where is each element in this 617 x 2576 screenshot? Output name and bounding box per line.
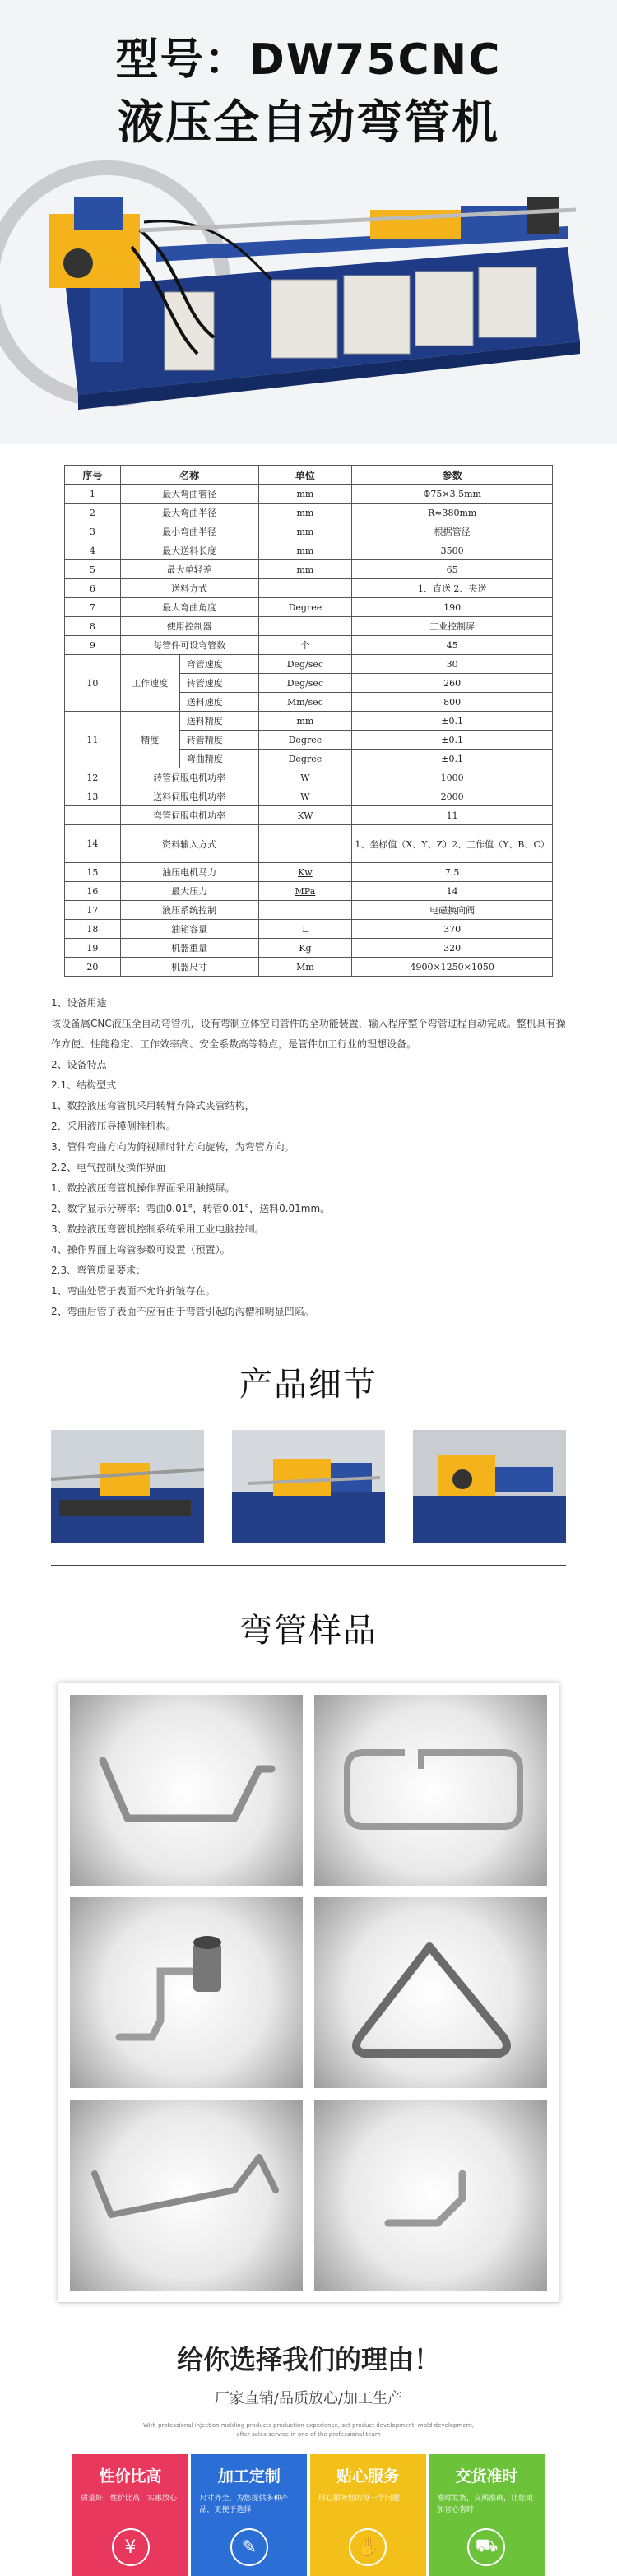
table-row: 6 送料方式 1、直送 2、夹送: [65, 579, 553, 598]
col-value: 参数: [352, 466, 553, 485]
sample-photo: [314, 2100, 547, 2291]
model-title: 型号：DW75CNC: [115, 35, 502, 85]
table-row: 20 机器尺寸 Mm 4900×1250×1050: [65, 958, 553, 977]
spec-section: [0, 453, 617, 977]
reasons-title: 给你选择我们的理由！: [176, 2344, 440, 2375]
truck-icon: ⛟: [467, 2528, 505, 2566]
table-row: 16 最大压力 MPa 14: [65, 882, 553, 901]
details-title: 产品细节: [239, 1366, 378, 1404]
table-row: 10 工作速度 弯管速度 Deg/sec 30: [65, 655, 553, 674]
sample-photo: [70, 1897, 303, 2088]
samples-gallery: [58, 1683, 559, 2303]
table-row: 17 液压系统控制 电磁换向阀: [65, 901, 553, 920]
col-unit: 单位: [258, 466, 352, 485]
table-row: 12 转管伺服电机功率 W 1000: [65, 768, 553, 787]
sample-photo: [70, 2100, 303, 2291]
detail-photo: [51, 1430, 204, 1543]
table-row: 9 每管件可设弯管数 个 45: [65, 636, 553, 655]
table-row: 弯曲精度 Degree ±0.1: [65, 750, 553, 768]
table-row: 8 使用控制器 工业控制屏: [65, 617, 553, 636]
detail-photo: [413, 1430, 566, 1543]
table-row: 1 最大弯曲管径 mm Φ75×3.5mm: [65, 485, 553, 504]
desc-line: 3、数控液压弯管机控制系统采用工业电脑控制。: [51, 1223, 265, 1235]
desc-line: 2、设备特点: [51, 1059, 107, 1070]
desc-line: 4、操作界面上弯管参数可设置（预置）。: [51, 1244, 230, 1256]
reason-card-custom: 加工定制 尺寸齐全，为您提供多种产品，更便于选择 ✎: [191, 2454, 307, 2576]
table-row: 转管速度 Deg/sec 260: [65, 674, 553, 693]
machine-name-title: 液压全自动弯管机: [118, 96, 499, 150]
desc-line: 1、数控液压弯管机采用转臂弃降式夹管结构，: [51, 1100, 255, 1112]
spec-table: [64, 465, 553, 977]
reasons-english: With professional injection molding products production experience, set product development, mold development, after-sales service in one of the professional team: [142, 2422, 475, 2438]
desc-line: 1、数控液压弯管机操作界面采用触摸屏。: [51, 1182, 235, 1194]
table-row: 14 资料输入方式 1、坐标值（X、Y、Z）2、工作值（Y、B、C）: [65, 825, 553, 863]
detail-photo: [232, 1430, 385, 1543]
desc-line: 2.3、弯管质量要求：: [51, 1265, 146, 1276]
table-row: 18 油箱容量 L 370: [65, 920, 553, 939]
pencil-ruler-icon: ✎: [230, 2528, 268, 2566]
table-row: 2 最大弯曲半径 mm R≈380mm: [65, 504, 553, 522]
desc-line: 2.1、结构型式: [51, 1079, 117, 1091]
reason-card-value: 性价比高 质量好，性价比高，实惠放心 ¥: [72, 2454, 188, 2576]
reasons-subtitle: 厂家直销/品质放心/加工生产: [214, 2390, 403, 2407]
desc-line: 1、弯曲处管子表面不允许折皱存在。: [51, 1285, 216, 1297]
table-row: 15 油压电机马力 Kw 7.5: [65, 863, 553, 882]
table-row: 送料速度 Mm/sec 800: [65, 693, 553, 712]
table-row: 19 机器重量 Kg 320: [65, 939, 553, 958]
table-row: 转管精度 Degree ±0.1: [65, 731, 553, 750]
desc-line: 该设备属CNC液压全自动弯管机，设有弯制立体空间管件的全功能装置，输入程序整个弯管过程自动完成。整机具有操作方便、性能稳定、工作效率高、安全系数高等特点，是管件加工行业的理想设备。: [51, 1018, 566, 1050]
desc-line: 2、采用液压导模侧推机构。: [51, 1121, 176, 1132]
description-section: [0, 977, 617, 1322]
table-row: 弯管伺服电机功率 KW 11: [65, 806, 553, 825]
desc-line: 2.2、电气控制及操作界面: [51, 1162, 166, 1173]
reason-card-delivery: 交货准时 准时发货，交期准确，让您更加省心省时 ⛟: [429, 2454, 545, 2576]
table-row: 3 最小弯曲半径 mm 根据管径: [65, 522, 553, 541]
col-name: 名称: [120, 466, 258, 485]
sample-photo: [314, 1695, 547, 1886]
table-row: 7 最大弯曲角度 Degree 190: [65, 598, 553, 617]
reason-card-service: 贴心服务 用心服务您的每一个问题 ✋: [310, 2454, 426, 2576]
section-divider: [51, 1565, 566, 1566]
hero-banner: [0, 0, 617, 444]
table-row: 5 最大单轻差 mm 65: [65, 560, 553, 579]
yen-icon: ¥: [112, 2528, 150, 2566]
col-no: 序号: [65, 466, 121, 485]
desc-line: 2、弯曲后管子表面不应有由于弯管引起的沟槽和明显凹陷。: [51, 1306, 314, 1317]
table-row: 11 精度 送料精度 mm ±0.1: [65, 712, 553, 731]
samples-title: 弯管样品: [239, 1612, 378, 1650]
table-row: 13 送料伺服电机功率 W 2000: [65, 787, 553, 806]
reason-cards: [0, 2454, 617, 2576]
machine-photo: [0, 148, 617, 428]
sample-photo: [314, 1897, 547, 2088]
desc-line: 2、数字显示分辨率：弯曲0.01°，转管0.01°，送料0.01mm。: [51, 1203, 331, 1214]
handshake-icon: ✋: [349, 2528, 387, 2566]
spec-header-row: [65, 466, 553, 485]
desc-line: 1、设备用途: [51, 997, 107, 1009]
sample-photo: [70, 1695, 303, 1886]
table-row: 4 最大送料长度 mm 3500: [65, 541, 553, 560]
desc-line: 3、管件弯曲方向为俯视顺时针方向旋转，为弯管方向。: [51, 1141, 295, 1153]
details-gallery: [0, 1430, 617, 1543]
